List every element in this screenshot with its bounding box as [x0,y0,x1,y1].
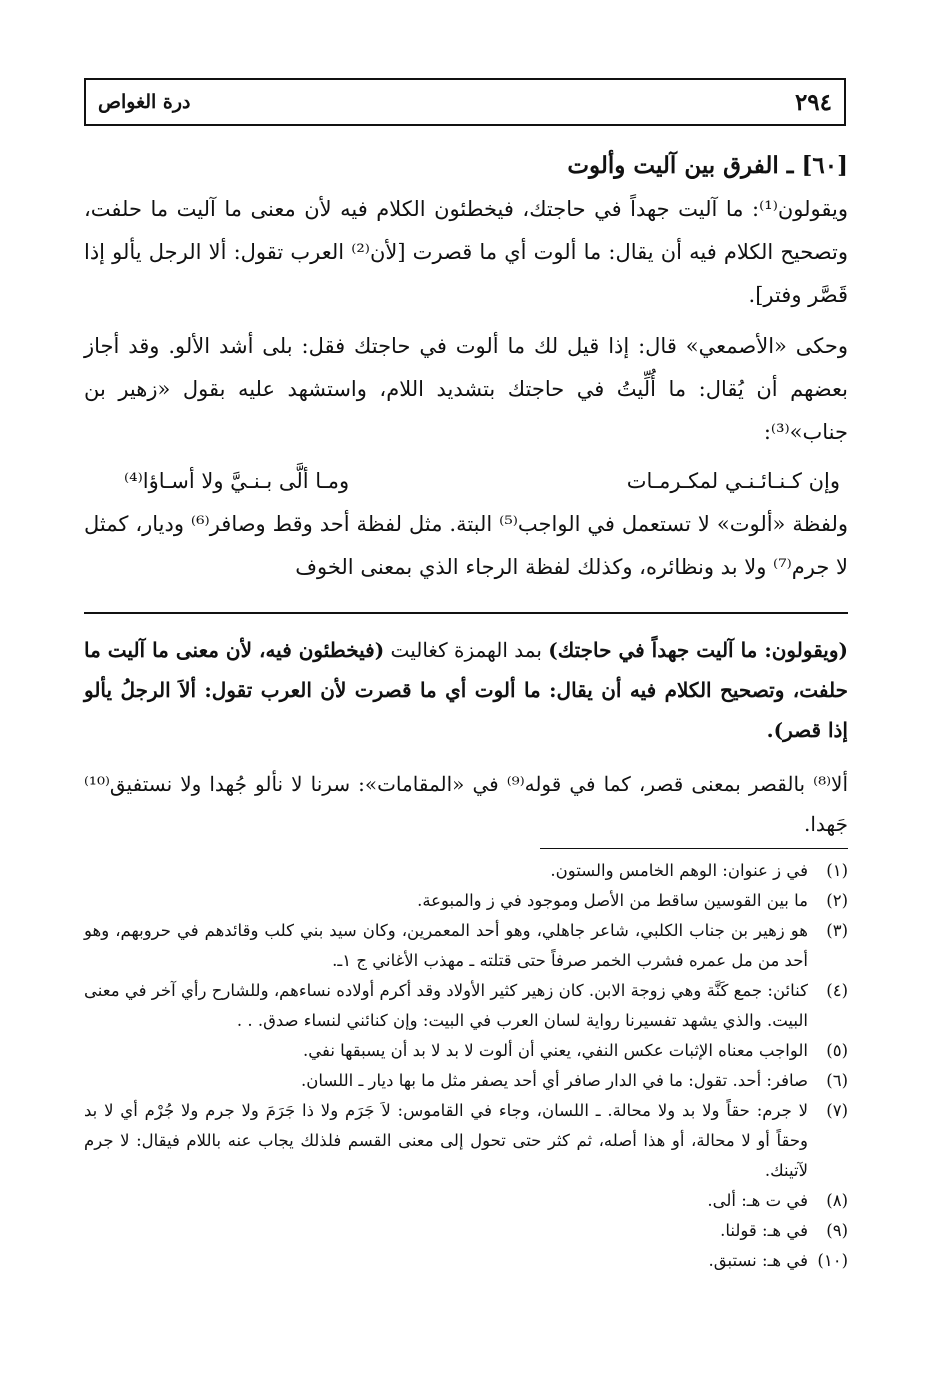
footnote-text: صافر: أحد. تقول: ما في الدار صافر أي أحد يصفر مثل ما بها ديار ـ اللسان. [301,1071,808,1090]
commentary-quote-b: (فيخطئون فيه، لأن معنى ما آليت ما حلفت، وتصحيح الكلام فيه أن يقال: ما ألوت أي ما قصرت لأن العرب تقول: ألاَ الرجلُ يألو إذا قصر). [84,638,848,742]
footnote [84,1216,848,1246]
footnote [84,1066,848,1096]
footnote-number: (١) [826,861,848,880]
footnote-number: (٩) [826,1221,848,1240]
footnote-number: (٧) [826,1101,848,1120]
footnote-number: (٥) [826,1041,848,1060]
page-header [84,78,846,126]
page-number: ٢٩٤ [794,88,832,116]
footnote [84,1246,848,1276]
footnote-number: (٦) [826,1071,848,1090]
footnote-number: (١٠) [817,1251,848,1270]
footnote-text: كنائن: جمع كَنَّة وهي زوجة الابن. كان زهير كثير الأولاد وقد أكرم أولاده نساءهم، وللشارح رأي آخر في معنى البيت. والذي يشهد تفسيرنا رواية لسان العرب في البيت: وإن كنائني لنساء صدق. . . [84,981,808,1030]
commentary-quote-a: (ويقولون: ما آليت جهداً في حاجتك) [548,638,848,662]
footnote-text: في هـ: قولنا. [720,1221,808,1240]
commentary-paragraph-2: ألا⁽⁸⁾ بالقصر بمعنى قصر، كما في قوله⁽⁹⁾ في «المقامات»: سرنا لا نألو جُهدا ولا نستفيق⁽¹⁰⁾ جَهدا. [84,772,848,836]
footnote-text: لا جرم: حقاً ولا بد ولا محالة. ـ اللسان، وجاء في القاموس: لاَ جَرَم ولا ذا جَرَمَ ولا جرم ولا جُرْم أي لا بد وحقاً أو لا محالة، أو هذا أصله، ثم كثر حتى تحول إلى معنى القسم فلذلك يجاب عنه باللام فيقال: لا جرم لآتينك. [84,1101,808,1180]
footnote-text: في ت هـ: ألى. [707,1191,808,1210]
footnote-text: في هـ: نستبق. [708,1251,808,1270]
footnotes-divider [540,848,848,849]
book-title: درة الغواص [98,91,191,113]
footnotes [84,856,848,1276]
footnote-text: في ز عنوان: الوهم الخامس والستون. [550,861,808,880]
main-divider [84,612,848,614]
footnote [84,1186,848,1216]
footnote [84,1036,848,1066]
footnote-number: (٤) [826,981,848,1000]
verse-first-hemistich: وإن كـنـائـنـي لمكـرمـات [626,469,840,493]
commentary-note: بمد الهمزة كغاليت [384,638,549,662]
footnote [84,856,848,886]
verse-second-hemistich: ومـا ألَّى بـنـيَّ ولا أسـاؤا⁽⁴⁾ [124,469,350,493]
footnote-text: الواجب معناه الإثبات عكس النفي، يعني أن ألوت لا بد لا بد أن يسبقها نفي. [302,1041,808,1060]
footnote [84,886,848,916]
section-title: [٦٠] ـ الفرق بين آليت وألوت [567,152,848,179]
footnote-number: (٣) [826,921,848,940]
paragraph-1: ويقولون⁽¹⁾: ما آليت جهداً في حاجتك، فيخطئون الكلام فيه لأن معنى ما آليت ما حلفت، وتصحيح الكلام فيه أن يقال: ما ألوت أي ما قصرت [لأن⁽²⁾ العرب تقول: ألا الرجل يألو إذا قَصَّر وفتر]. [84,197,849,307]
footnote [84,1096,848,1186]
paragraph-3: ولفظة «ألوت» لا تستعمل في الواجب⁽⁵⁾ البتة. مثل لفظة أحد وقط وصافر⁽⁶⁾ وديار، كمثل لا جرم⁽⁷⁾ ولا بد ونظائره، وكذلك لفظة الرجاء الذي بمعنى الخوف [84,512,849,579]
footnote-number: (٢) [826,891,848,910]
footnote-text: ما بين القوسين ساقط من الأصل وموجود في ز والمبوعة. [417,891,808,910]
footnote [84,976,848,1036]
footnote [84,916,848,976]
main-text [84,148,848,589]
footnote-number: (٨) [826,1191,848,1210]
footnote-text: هو زهير بن جناب الكلبي، شاعر جاهلي، وهو أحد المعمرين، وكان سيد بني كلب وقائدهم في حروبهم، وهو أحد من مل عمره فشرب الخمر صرفاً حتى قتلته ـ مهذب الأغاني ج ١ـ. [84,921,808,970]
poetry-verse [84,460,848,503]
paragraph-2: وحكى «الأصمعي» قال: إذا قيل لك ما ألوت في حاجتك فقل: بلى أشد الألو. وقد أجاز بعضهم أن يُقال: ما أُلِّيتُ في حاجتك بتشديد اللام، واستشهد عليه بقول «زهير بن جناب»⁽³⁾: [84,334,848,444]
commentary-paragraph-1 [84,630,848,750]
commentary [84,630,848,844]
